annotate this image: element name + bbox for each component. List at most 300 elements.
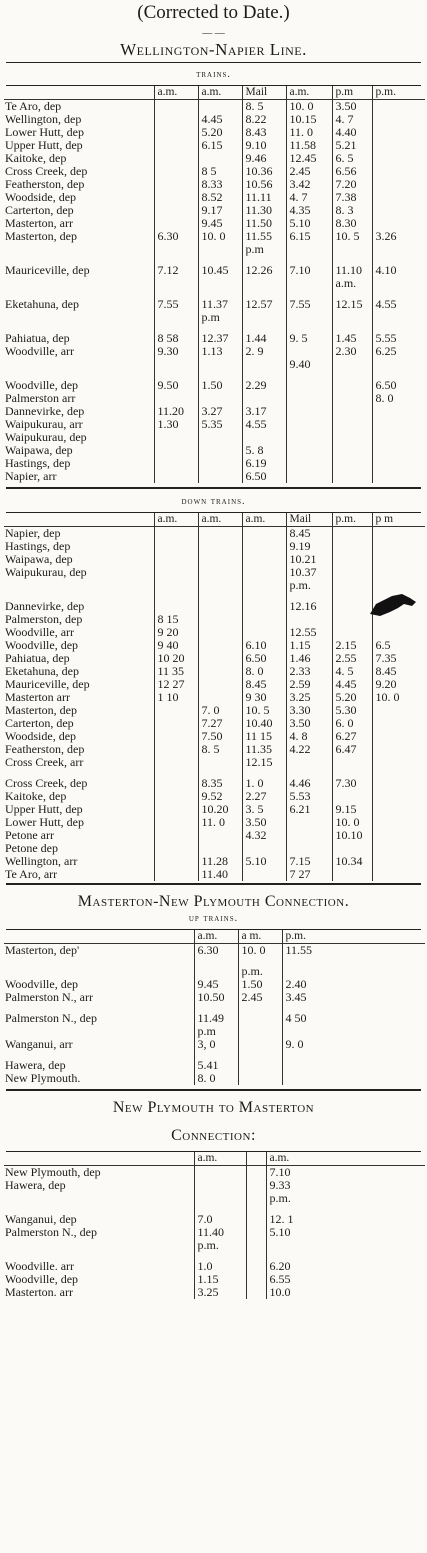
time-cell: 9 20 xyxy=(154,626,198,639)
time-cell xyxy=(242,540,286,553)
timetable-row xyxy=(4,444,425,457)
new-plymouth-masterton-title: New Plymouth to Masterton xyxy=(112,1099,315,1116)
timetable-row xyxy=(4,126,425,139)
column-header xyxy=(246,1152,266,1166)
up-trains-table xyxy=(4,86,425,483)
time-cell xyxy=(154,139,198,152)
timetable-row xyxy=(4,639,425,652)
time-cell: 3.45 xyxy=(282,991,425,1004)
time-cell xyxy=(332,470,372,483)
time-cell: 4.10 xyxy=(372,264,425,277)
time-cell: 5.55 xyxy=(372,332,425,345)
header-row xyxy=(4,1152,425,1166)
station-name xyxy=(4,358,154,371)
time-cell xyxy=(242,392,286,405)
column-header: p.m xyxy=(332,86,372,100)
time-cell: 8 58 xyxy=(154,332,198,345)
station-name: Lower Hutt, dep xyxy=(5,126,84,139)
time-cell xyxy=(242,579,286,592)
time-cell xyxy=(286,243,332,256)
timetable-row xyxy=(4,139,425,152)
timetable-row xyxy=(4,730,425,743)
time-cell: 10.34 xyxy=(332,855,372,868)
time-cell: 1.50 xyxy=(198,379,242,392)
time-cell: p.m xyxy=(194,1025,238,1038)
time-cell: 8. 0 xyxy=(194,1072,238,1085)
time-cell: 2.45 xyxy=(286,165,332,178)
time-cell: 2.45 xyxy=(238,991,282,1004)
station-name: Eketahuna, dep xyxy=(5,298,79,311)
time-cell: 5.41 xyxy=(194,1059,238,1072)
timetable-row xyxy=(4,1025,425,1038)
time-cell: 11.50 xyxy=(242,217,286,230)
timetable-row xyxy=(4,600,425,613)
time-cell: 8.45 xyxy=(242,678,286,691)
time-cell: 8 15 xyxy=(154,613,198,626)
time-cell: a.m. xyxy=(332,277,372,290)
wellington-napier-title: Wellington-Napier Line. xyxy=(120,40,307,59)
time-cell: 9 30 xyxy=(242,691,286,704)
time-cell: 8.43 xyxy=(242,126,286,139)
ornament-dash: — — xyxy=(202,28,225,39)
timetable-row xyxy=(4,965,425,978)
column-header: Mail xyxy=(242,86,286,100)
time-cell: 11.55 xyxy=(282,944,425,958)
timetable-row xyxy=(4,566,425,579)
time-cell xyxy=(286,842,332,855)
time-cell: 9.45 xyxy=(194,978,238,991)
time-cell: 3.30 xyxy=(286,704,332,717)
station-name: Palmerston arr xyxy=(5,392,76,405)
time-cell: 1.13 xyxy=(198,345,242,358)
time-cell: 11.58 xyxy=(286,139,332,152)
time-cell: 3.42 xyxy=(286,178,332,191)
time-cell: 3.50 xyxy=(242,816,286,829)
spacer-row xyxy=(4,957,425,965)
timetable-row xyxy=(4,1179,425,1192)
station-name: Hastings, dep xyxy=(5,457,71,470)
time-cell xyxy=(372,743,425,756)
time-cell xyxy=(194,1166,246,1180)
time-cell xyxy=(332,553,372,566)
time-cell: 11.28 xyxy=(198,855,242,868)
time-cell xyxy=(198,829,242,842)
time-cell: 2.33 xyxy=(286,665,332,678)
column-header: p.m. xyxy=(332,513,372,527)
time-cell xyxy=(154,470,198,483)
timetable-row xyxy=(4,855,425,868)
time-cell: 10. 0 xyxy=(332,816,372,829)
station-name: Featherston, dep xyxy=(5,743,85,756)
time-cell xyxy=(242,868,286,881)
time-cell xyxy=(154,191,198,204)
timetable-row xyxy=(4,392,425,405)
masterton-new-plymouth-title: Masterton-New Plymouth Connection. xyxy=(77,893,350,910)
time-cell: 5. 8 xyxy=(242,444,286,457)
time-cell xyxy=(286,816,332,829)
time-cell xyxy=(238,1025,282,1038)
time-cell xyxy=(154,790,198,803)
time-cell xyxy=(372,803,425,816)
time-cell xyxy=(154,277,198,290)
time-cell: 10. 0 xyxy=(372,691,425,704)
time-cell xyxy=(154,126,198,139)
station-name: Cross Creek, arr xyxy=(5,756,84,769)
time-cell: 5.35 xyxy=(198,418,242,431)
time-cell xyxy=(238,1012,282,1025)
time-cell xyxy=(242,600,286,613)
time-cell: 9.10 xyxy=(242,139,286,152)
time-cell: 7.50 xyxy=(198,730,242,743)
time-cell xyxy=(372,868,425,881)
time-cell xyxy=(332,842,372,855)
column-header: a.m. xyxy=(242,513,286,527)
time-cell xyxy=(372,704,425,717)
time-cell: 10 20 xyxy=(154,652,198,665)
timetable-row xyxy=(4,165,425,178)
time-cell xyxy=(154,217,198,230)
station-name: Hastings, dep xyxy=(5,540,71,553)
time-cell: 7.12 xyxy=(154,264,198,277)
time-cell: 10.15 xyxy=(286,113,332,126)
time-cell: 11.30 xyxy=(242,204,286,217)
time-cell: 10.0 xyxy=(266,1286,425,1299)
time-cell xyxy=(198,431,242,444)
timetable-row xyxy=(4,1226,425,1239)
station-name: Dannevirke, dep xyxy=(5,405,85,418)
station-name xyxy=(4,1025,194,1038)
timetable-row xyxy=(4,298,425,311)
timetable-row xyxy=(4,829,425,842)
timetable-row xyxy=(4,803,425,816)
time-cell xyxy=(372,243,425,256)
timetable-row xyxy=(4,944,425,958)
time-cell xyxy=(372,204,425,217)
time-cell: 6.5 xyxy=(372,639,425,652)
time-cell: 9.15 xyxy=(332,803,372,816)
timetable-row xyxy=(4,613,425,626)
time-cell: 4. 8 xyxy=(286,730,332,743)
time-cell: 11.11 xyxy=(242,191,286,204)
station-name: Mauriceville, dep xyxy=(5,678,90,691)
timetable-row xyxy=(4,579,425,592)
time-cell xyxy=(372,277,425,290)
time-cell: 6.55 xyxy=(266,1273,425,1286)
station-name: Woodside, dep xyxy=(5,730,77,743)
time-cell xyxy=(198,553,242,566)
time-cell: 7.27 xyxy=(198,717,242,730)
time-cell xyxy=(282,1025,425,1038)
station-name: New Plymouth. xyxy=(5,1072,81,1085)
time-cell xyxy=(242,553,286,566)
station-name: Pahiatua, dep xyxy=(5,652,70,665)
station-name: Wellington, dep xyxy=(5,113,82,126)
time-cell xyxy=(332,527,372,541)
time-cell xyxy=(238,1038,282,1051)
time-cell xyxy=(242,311,286,324)
time-cell: 6. 0 xyxy=(332,717,372,730)
station-name: Dannevirke, dep xyxy=(5,600,85,613)
time-cell: 5.53 xyxy=(286,790,332,803)
time-cell: 1.45 xyxy=(332,332,372,345)
time-cell: 11.37 xyxy=(198,298,242,311)
time-cell xyxy=(372,418,425,431)
column-header: Mail xyxy=(286,513,332,527)
time-cell: 5.21 xyxy=(332,139,372,152)
station-name: Woodville, dep xyxy=(5,978,79,991)
timetable-row xyxy=(4,842,425,855)
station-name xyxy=(4,243,154,256)
time-cell: 9.45 xyxy=(198,217,242,230)
time-cell xyxy=(372,100,425,114)
time-cell xyxy=(372,527,425,541)
time-cell: 8.45 xyxy=(372,665,425,678)
time-cell: 8. 0 xyxy=(372,392,425,405)
time-cell xyxy=(154,579,198,592)
time-cell xyxy=(238,1072,282,1085)
time-cell xyxy=(198,566,242,579)
timetable-row xyxy=(4,790,425,803)
timetable-row xyxy=(4,457,425,470)
mnp-table xyxy=(4,930,425,1085)
time-cell: 2.55 xyxy=(332,652,372,665)
timetable-row xyxy=(4,626,425,639)
time-cell: 6.25 xyxy=(372,345,425,358)
time-cell: 5.30 xyxy=(332,704,372,717)
station-name: Woodville, dep xyxy=(5,639,79,652)
time-cell: 10. 0 xyxy=(238,944,282,958)
time-cell: 11.40 xyxy=(198,868,242,881)
station-name: Waipukurau, arr xyxy=(5,418,83,431)
time-cell: p.m. xyxy=(266,1192,425,1205)
time-cell: 5.20 xyxy=(198,126,242,139)
time-cell xyxy=(154,431,198,444)
time-cell: 12.15 xyxy=(332,298,372,311)
time-cell: 12.57 xyxy=(242,298,286,311)
time-cell: 11 15 xyxy=(242,730,286,743)
time-cell xyxy=(372,626,425,639)
station-name: Waipawa, dep xyxy=(5,444,73,457)
time-cell xyxy=(198,579,242,592)
time-cell: 2.29 xyxy=(242,379,286,392)
timetable-row xyxy=(4,1273,425,1286)
time-cell: p.m. xyxy=(286,579,332,592)
spacer-row xyxy=(4,1004,425,1012)
column-header: p.m. xyxy=(372,86,425,100)
time-cell: 1.0 xyxy=(194,1260,246,1273)
timetable-row xyxy=(4,1012,425,1025)
time-cell: 8. 3 xyxy=(332,204,372,217)
timetable-row xyxy=(4,652,425,665)
time-cell xyxy=(372,152,425,165)
time-cell: 10. 0 xyxy=(198,230,242,243)
time-cell: 7.0 xyxy=(194,1213,246,1226)
time-cell: 3.17 xyxy=(242,405,286,418)
time-cell xyxy=(242,566,286,579)
time-cell: 7.15 xyxy=(286,855,332,868)
time-cell: 8. 0 xyxy=(242,665,286,678)
time-cell xyxy=(332,756,372,769)
time-cell xyxy=(332,358,372,371)
time-cell xyxy=(372,540,425,553)
column-header: p.m. xyxy=(282,930,425,944)
station-name: Masterton, arr xyxy=(5,217,73,230)
column-header: a.m. xyxy=(266,1152,425,1166)
time-cell: 3. 5 xyxy=(242,803,286,816)
station-name: Carterton, dep xyxy=(5,717,74,730)
station-name: Wanganui, dep xyxy=(5,1213,77,1226)
timetable-row xyxy=(4,1286,425,1299)
time-cell xyxy=(154,566,198,579)
time-cell xyxy=(246,1239,266,1252)
time-cell xyxy=(332,540,372,553)
timetable-row xyxy=(4,978,425,991)
time-cell: 12.26 xyxy=(242,264,286,277)
up-trains-subtitle: trains. xyxy=(196,69,231,80)
time-cell xyxy=(372,470,425,483)
timetable-row xyxy=(4,540,425,553)
time-cell: p.m. xyxy=(238,965,282,978)
station-name: Waipukurau, dep xyxy=(5,566,87,579)
timetable-row xyxy=(4,1059,425,1072)
time-cell xyxy=(198,626,242,639)
time-cell xyxy=(372,444,425,457)
time-cell: 10. 5 xyxy=(332,230,372,243)
time-cell: 7.35 xyxy=(372,652,425,665)
time-cell: 8.35 xyxy=(198,777,242,790)
time-cell: 7 27 xyxy=(286,868,332,881)
station-name: Woodville, arr xyxy=(5,626,75,639)
timetable-row xyxy=(4,743,425,756)
time-cell: 8.22 xyxy=(242,113,286,126)
timetable-row xyxy=(4,243,425,256)
time-cell: 6.56 xyxy=(332,165,372,178)
header-station-cell xyxy=(4,1152,194,1166)
station-name: Upper Hutt, dep xyxy=(5,803,83,816)
time-cell: 2. 9 xyxy=(242,345,286,358)
station-name xyxy=(4,311,154,324)
time-cell xyxy=(154,204,198,217)
time-cell xyxy=(242,626,286,639)
station-name: Upper Hutt, dep xyxy=(5,139,83,152)
time-cell xyxy=(332,626,372,639)
time-cell xyxy=(372,855,425,868)
station-name: Featherston, dep xyxy=(5,178,85,191)
time-cell xyxy=(282,965,425,978)
time-cell: 11.35 xyxy=(242,743,286,756)
column-header: a.m. xyxy=(194,1152,246,1166)
npm-table xyxy=(4,1152,425,1299)
time-cell xyxy=(154,444,198,457)
time-cell xyxy=(242,358,286,371)
time-cell: 1. 0 xyxy=(242,777,286,790)
station-name: Masterton, dep xyxy=(5,704,77,717)
time-cell xyxy=(332,613,372,626)
time-cell: 2.40 xyxy=(282,978,425,991)
time-cell xyxy=(286,829,332,842)
time-cell xyxy=(372,217,425,230)
time-cell: 5.20 xyxy=(332,691,372,704)
time-cell xyxy=(246,1260,266,1273)
station-name: Lower Hutt, dep xyxy=(5,816,84,829)
time-cell xyxy=(198,470,242,483)
time-cell: 9.19 xyxy=(286,540,332,553)
time-cell xyxy=(286,418,332,431)
time-cell: 7.55 xyxy=(154,298,198,311)
time-cell: 3, 0 xyxy=(194,1038,238,1051)
time-cell xyxy=(242,613,286,626)
time-cell: 11.20 xyxy=(154,405,198,418)
time-cell: 9.33 xyxy=(266,1179,425,1192)
time-cell xyxy=(154,392,198,405)
spacer-row xyxy=(4,1252,425,1260)
header-row xyxy=(4,930,425,944)
time-cell: 10.40 xyxy=(242,717,286,730)
time-cell xyxy=(198,756,242,769)
time-cell xyxy=(154,842,198,855)
timetable-row xyxy=(4,332,425,345)
time-cell xyxy=(372,730,425,743)
time-cell: 9.30 xyxy=(154,345,198,358)
timetable-row xyxy=(4,217,425,230)
column-header: a.m. xyxy=(286,86,332,100)
time-cell xyxy=(154,717,198,730)
time-cell: 8.45 xyxy=(286,527,332,541)
time-cell: 3.25 xyxy=(286,691,332,704)
timetable-row xyxy=(4,311,425,324)
station-name: Hawera, dep xyxy=(5,1179,66,1192)
time-cell xyxy=(154,165,198,178)
time-cell xyxy=(286,431,332,444)
time-cell xyxy=(372,311,425,324)
timetable-row xyxy=(4,665,425,678)
timetable-row xyxy=(4,691,425,704)
time-cell xyxy=(242,527,286,541)
station-name: Woodville, dep xyxy=(5,1273,79,1286)
time-cell xyxy=(286,613,332,626)
station-name: Carterton, dep xyxy=(5,204,74,217)
time-cell: 12.16 xyxy=(286,600,332,613)
time-cell xyxy=(332,243,372,256)
time-cell: 9 40 xyxy=(154,639,198,652)
time-cell xyxy=(266,1239,425,1252)
time-cell xyxy=(282,1072,425,1085)
time-cell: 6.27 xyxy=(332,730,372,743)
time-cell xyxy=(372,566,425,579)
station-name: Waipawa, dep xyxy=(5,553,73,566)
column-header: p m xyxy=(372,513,425,527)
station-name: Kaitoke, dep xyxy=(5,152,67,165)
column-header: a.m. xyxy=(154,513,198,527)
time-cell: 4.45 xyxy=(332,678,372,691)
station-name: Palmerston N., dep xyxy=(5,1226,97,1239)
timetable-row xyxy=(4,230,425,243)
time-cell xyxy=(242,277,286,290)
time-cell: 7.38 xyxy=(332,191,372,204)
time-cell xyxy=(332,579,372,592)
time-cell xyxy=(332,392,372,405)
station-name: Masterton, dep xyxy=(5,230,77,243)
time-cell xyxy=(198,243,242,256)
time-cell xyxy=(198,678,242,691)
spacer-row xyxy=(4,1205,425,1213)
time-cell: 6.15 xyxy=(198,139,242,152)
spacer-row xyxy=(4,371,425,379)
header-row xyxy=(4,86,425,100)
spacer-row xyxy=(4,1051,425,1059)
time-cell: 10.56 xyxy=(242,178,286,191)
time-cell xyxy=(286,444,332,457)
